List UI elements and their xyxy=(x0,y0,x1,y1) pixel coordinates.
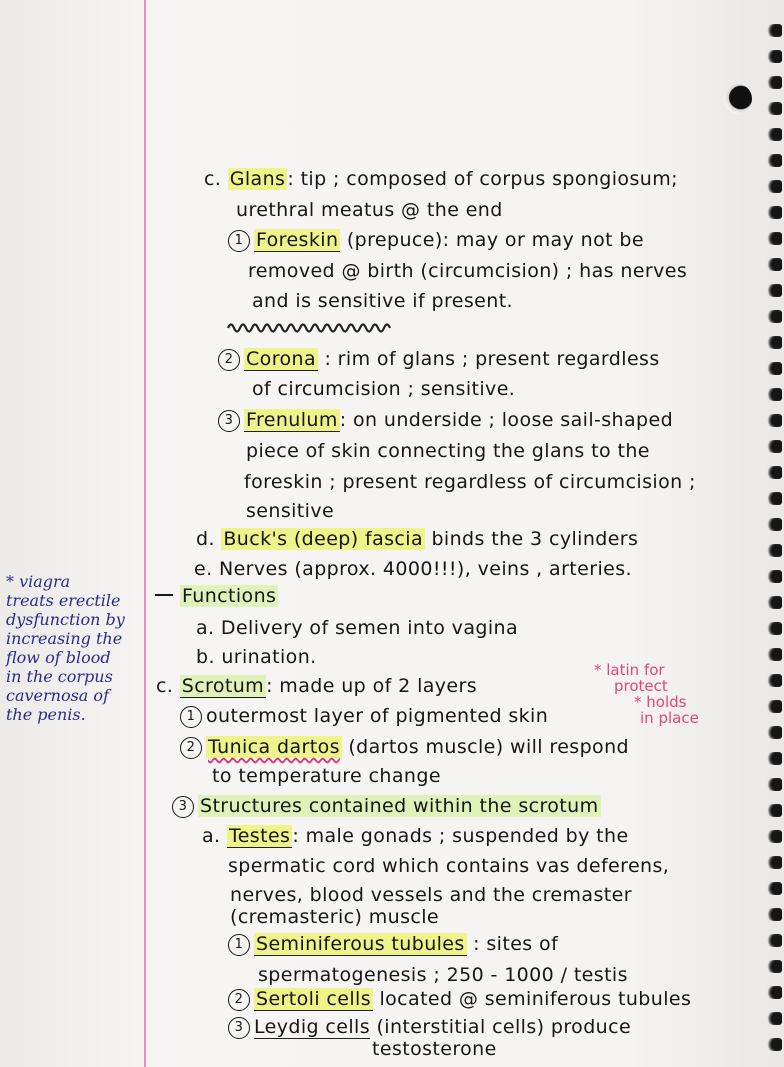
number-circle: 2 xyxy=(228,989,250,1011)
spiral-ring xyxy=(766,648,782,661)
spiral-ring xyxy=(766,882,782,895)
side-note-line: the penis. xyxy=(6,705,86,724)
line-foreskin-2: removed @ birth (circumcision) ; has nerves xyxy=(248,260,688,282)
line-text: : on underside ; loose sail-shaped xyxy=(339,409,674,431)
spiral-ring xyxy=(766,102,782,115)
line-frenulum-3: foreskin ; present regardless of circumcision ; xyxy=(244,471,696,493)
spiral-ring xyxy=(766,284,782,297)
term-sertoli-cells: Sertoli cells xyxy=(256,988,372,1010)
spiral-ring xyxy=(766,414,782,427)
number-circle: 3 xyxy=(172,796,194,818)
spiral-ring xyxy=(766,258,782,271)
term-corona: Corona xyxy=(246,348,316,370)
line-scrotum-2b: to temperature change xyxy=(212,765,441,787)
line-seminiferous-2: spermatogenesis ; 250 - 1000 / testis xyxy=(258,964,628,986)
line-nerves: e. Nerves (approx. 4000!!!), veins , arteries. xyxy=(194,558,632,580)
spiral-ring xyxy=(766,310,782,323)
pink-note-line: in place xyxy=(640,709,699,727)
spiral-ring xyxy=(766,986,782,999)
line-frenulum-2: piece of skin connecting the glans to the xyxy=(246,440,650,462)
term-scrotum: Scrotum xyxy=(181,675,265,697)
term-functions: Functions xyxy=(182,585,277,607)
spiral-ring xyxy=(766,1012,782,1025)
line-sertoli xyxy=(228,988,691,1011)
spiral-ring xyxy=(766,570,782,583)
spiral-ring xyxy=(766,336,782,349)
side-note-line: increasing the xyxy=(6,629,123,648)
side-note-line: dysfunction by xyxy=(6,610,125,629)
number-circle: 1 xyxy=(228,230,250,252)
line-prefix: c. xyxy=(156,675,180,697)
spiral-ring xyxy=(766,76,782,89)
term-structures: Structures contained within the scrotum xyxy=(200,795,599,817)
spiral-ring xyxy=(766,206,782,219)
line-seminiferous xyxy=(228,933,558,956)
dash-connector xyxy=(155,594,173,596)
line-functions xyxy=(180,585,278,607)
term-frenulum: Frenulum xyxy=(246,409,338,431)
line-func-a: a. Delivery of semen into vagina xyxy=(196,617,518,639)
spiral-ring xyxy=(766,804,782,817)
spiral-ring xyxy=(766,1038,782,1051)
spiral-ring xyxy=(766,50,782,63)
spiral-ring xyxy=(766,180,782,193)
spiral-ring xyxy=(766,856,782,869)
line-glans xyxy=(204,168,678,190)
side-note-line: flow of blood xyxy=(6,648,111,667)
spiral-binding xyxy=(758,0,784,1067)
line-text: (prepuce): may or may not be xyxy=(340,229,644,251)
line-text: outermost layer of pigmented skin xyxy=(206,705,549,727)
spiral-ring xyxy=(766,154,782,167)
spiral-ring xyxy=(766,596,782,609)
line-text: : sites of xyxy=(466,933,559,955)
spiral-ring xyxy=(766,466,782,479)
pink-note-line: protect xyxy=(614,677,668,695)
spiral-ring xyxy=(766,830,782,843)
line-frenulum xyxy=(218,409,673,432)
number-circle: 2 xyxy=(218,349,240,371)
line-scrotum xyxy=(156,675,477,697)
line-text: binds the 3 cylinders xyxy=(425,528,639,550)
number-circle: 3 xyxy=(218,410,240,432)
line-foreskin xyxy=(228,229,644,252)
line-foreskin-3: and is sensitive if present. xyxy=(252,290,513,312)
line-testes-2: spermatic cord which contains vas deferens, xyxy=(228,855,670,877)
number-circle: 3 xyxy=(228,1017,250,1039)
punch-hole xyxy=(724,84,752,114)
side-note-viagra xyxy=(6,572,125,724)
spiral-ring xyxy=(766,778,782,791)
spiral-ring xyxy=(766,544,782,557)
pink-note-latin xyxy=(594,662,699,726)
number-circle: 1 xyxy=(228,934,250,956)
line-prefix: d. xyxy=(196,528,222,550)
term-testes: Testes xyxy=(228,825,291,847)
term-foreskin: Foreskin xyxy=(256,229,339,251)
line-corona xyxy=(218,348,660,371)
line-testes-4: (cremasteric) muscle xyxy=(230,906,439,928)
side-note-line: in the corpus xyxy=(6,667,113,686)
line-testes xyxy=(202,825,629,847)
term-glans: Glans xyxy=(229,168,286,190)
line-scrotum-3 xyxy=(172,795,601,818)
spiral-ring xyxy=(766,128,782,141)
term-leydig-cells: Leydig cells xyxy=(254,1016,371,1038)
pink-note-line: * holds xyxy=(634,693,687,711)
line-text: : made up of 2 layers xyxy=(266,675,478,697)
line-text: (interstitial cells) produce xyxy=(370,1016,632,1038)
line-leydig-2: testosterone xyxy=(372,1038,497,1060)
line-glans-2: urethral meatus @ the end xyxy=(236,199,503,221)
spiral-ring xyxy=(766,908,782,921)
line-bucks xyxy=(196,528,638,550)
line-corona-2: of circumcision ; sensitive. xyxy=(252,378,516,400)
spiral-ring xyxy=(766,752,782,765)
number-circle: 2 xyxy=(180,737,202,759)
term-bucks-fascia: Buck's (deep) fascia xyxy=(223,528,423,550)
spiral-ring xyxy=(766,362,782,375)
spiral-ring xyxy=(766,934,782,947)
term-seminiferous-tubules: Seminiferous tubules xyxy=(256,933,465,955)
spiral-ring xyxy=(766,960,782,973)
side-note-line: treats erectile xyxy=(6,591,121,610)
spiral-ring xyxy=(766,232,782,245)
side-note-line: cavernosa of xyxy=(6,686,109,705)
spiral-ring xyxy=(766,492,782,505)
number-circle: 1 xyxy=(180,706,202,728)
line-text: : male gonads ; suspended by the xyxy=(292,825,629,847)
pink-note-line: * latin for xyxy=(594,661,665,679)
spiral-ring xyxy=(766,440,782,453)
spiral-ring xyxy=(766,24,782,37)
scribble-strikeout xyxy=(226,320,398,334)
spiral-ring xyxy=(766,674,782,687)
line-scrotum-1 xyxy=(180,705,548,728)
line-leydig xyxy=(228,1016,631,1039)
line-text: : rim of glans ; present regardless xyxy=(318,348,660,370)
line-text: located @ seminiferous tubules xyxy=(373,988,692,1010)
line-testes-3: nerves, blood vessels and the cremaster xyxy=(230,884,632,906)
spiral-ring xyxy=(766,726,782,739)
line-text: (dartos muscle) will respond xyxy=(341,736,629,758)
spiral-ring xyxy=(766,518,782,531)
line-frenulum-4: sensitive xyxy=(246,500,335,522)
spiral-ring xyxy=(766,622,782,635)
margin-line xyxy=(144,0,146,1067)
line-scrotum-2 xyxy=(180,736,629,759)
spiral-ring xyxy=(766,700,782,713)
term-tunica-dartos: Tunica dartos xyxy=(208,736,340,758)
spiral-ring xyxy=(766,388,782,401)
line-text: : tip ; composed of corpus spongiosum; xyxy=(287,168,678,190)
side-note-line: * viagra xyxy=(6,572,71,591)
line-prefix: c. xyxy=(204,168,228,190)
line-prefix: a. xyxy=(202,825,227,847)
line-func-b: b. urination. xyxy=(196,646,317,668)
